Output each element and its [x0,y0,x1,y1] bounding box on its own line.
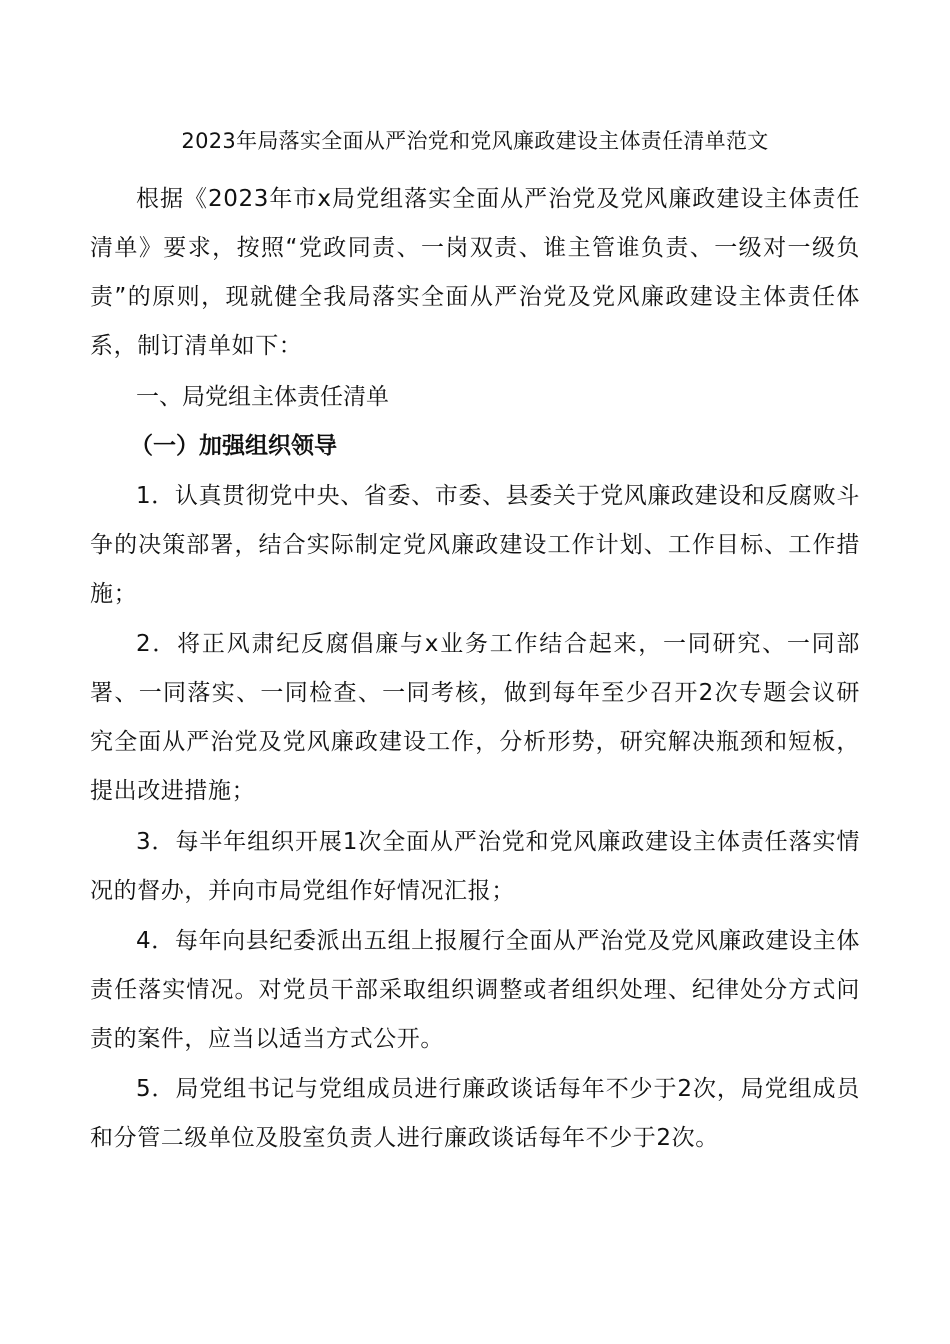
list-item-4: 4．每年向县纪委派出五组上报履行全面从严治党及党风廉政建设主体责任落实情况。对党员干部采取组织调整或者组织处理、纪律处分方式问责的案件，应当以适当方式公开。 [90,928,860,1052]
list-item-3: 3．每半年组织开展1次全面从严治党和党风廉政建设主体责任落实情况的督办，并向市局党组作好情况汇报； [90,829,860,904]
section-heading: 一、局党组主体责任清单 [136,384,389,410]
document-title: 2023年局落实全面从严治党和党风廉政建设主体责任清单范文 [181,129,769,153]
subsection-heading: （一）加强组织领导 [130,433,337,459]
list-item-2: 2．将正风肃纪反腐倡廉与x业务工作结合起来，一同研究、一同部署、一同落实、一同检查、一同考核，做到每年至少召开2次专题会议研究全面从严治党及党风廉政建设工作，分析形势，研究解决瓶颈和短板，提出改进措施； [90,631,860,804]
list-item-5: 5．局党组书记与党组成员进行廉政谈话每年不少于2次，局党组成员和分管二级单位及股室负责人进行廉政谈话每年不少于2次。 [90,1076,860,1151]
list-item-1: 1．认真贯彻党中央、省委、市委、县委关于党风廉政建设和反腐败斗争的决策部署，结合实际制定党风廉政建设工作计划、工作目标、工作措施； [90,483,860,607]
intro-paragraph: 根据《2023年市x局党组落实全面从严治党及党风廉政建设主体责任清单》要求，按照“党政同责、一岗双责、谁主管谁负责、一级对一级负责”的原则，现就健全我局落实全面从严治党及党风廉政建设主体责任体系，制订清单如下： [90,186,860,359]
